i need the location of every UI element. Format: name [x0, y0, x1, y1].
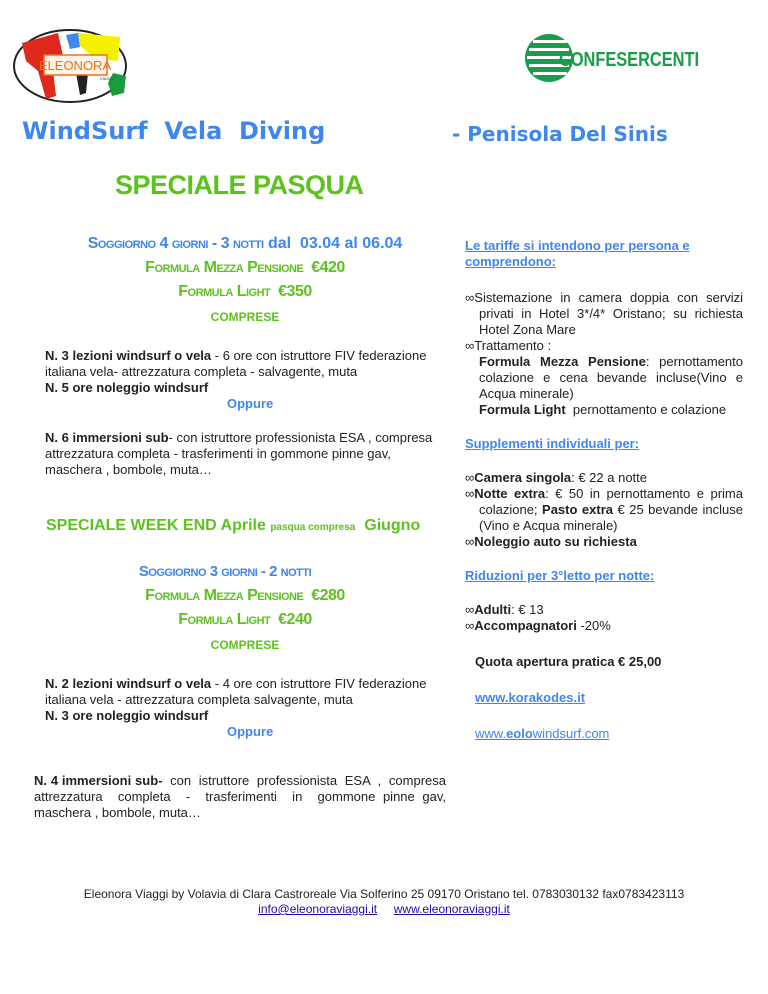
supplements-heading: Supplementi individuali per: — [465, 436, 640, 451]
car-rental: Noleggio auto su richiesta — [474, 534, 637, 549]
svg-text:CONFESERCENTI: CONFESERCENTI — [559, 49, 699, 71]
right-column — [465, 238, 743, 742]
extra-meal-label: Pasto extra — [542, 502, 613, 517]
single-room-label: Camera singola — [474, 470, 572, 485]
accommodation-text: Sistemazione in camera doppia con servizi privati in Hotel 3*/4* Oristano; su richiesta Hotel Zona Mare — [474, 290, 743, 337]
weekend-b: pasqua compresa — [270, 522, 356, 533]
single-room-price: : € 22 a notte — [571, 470, 648, 485]
footer-email-link[interactable]: info@eleonoraviaggi.it — [258, 902, 378, 916]
offer-2-diving-block — [34, 773, 472, 821]
weekend-c: Giugno — [355, 517, 421, 534]
offer-2 — [45, 560, 445, 740]
offer-2-diving-desc: con istruttore professionista ESA , compresa attrezzatura completa - trasferimenti in gommone pinne gav, maschera , bombole, muta… — [34, 773, 472, 820]
quota-text: Quota apertura pratica € 25,00 — [475, 654, 662, 669]
subtitle: SPECIALE PASQUA — [115, 170, 364, 200]
offer-2-light: Formula Light €240 — [178, 611, 312, 628]
svg-text:ELEONORA: ELEONORA — [38, 58, 112, 73]
title-right: - Penisola Del Sinis — [452, 122, 668, 146]
tariffs-heading: Le tariffe si intendono per persona e comprendono: — [465, 238, 690, 269]
light-desc: pernottamento e colazione — [565, 402, 727, 417]
confesercenti-logo — [523, 32, 703, 84]
offer-2-lessons: N. 2 lezioni windsurf o vela — [45, 676, 212, 691]
offer-1-duration: Soggiorno 4 giorni - 3 notti — [87, 235, 264, 252]
treatment-label: Trattamento : — [474, 338, 552, 353]
bullet-icon: ∞ — [465, 602, 475, 617]
offer-1-diving-desc: - con istruttore professionista ESA , compresa attrezzatura completa - trasferimenti in gommone pinne gav, maschera , bombole, muta… — [45, 430, 447, 477]
offer-1-light: Formula Light €350 — [178, 283, 312, 300]
svg-text:VIAGGI: VIAGGI — [100, 76, 114, 81]
offer-2-oppure: Oppure — [227, 724, 274, 739]
offer-2-mezza: Formula Mezza Pensione €280 — [145, 587, 345, 604]
eleonora-viaggi-logo — [8, 21, 133, 108]
korakodes-link[interactable]: www.korakodes.it — [475, 690, 586, 705]
offer-1-diving: N. 6 immersioni sub — [45, 430, 169, 445]
offer-2-diving: N. 4 immersioni sub- — [34, 773, 163, 788]
eolowindsurf-link[interactable] — [475, 726, 609, 741]
mezza-label: Formula Mezza Pensione — [479, 354, 646, 369]
adults-label: Adulti — [474, 602, 512, 617]
offer-1-oppure: Oppure — [227, 396, 274, 411]
companions-value: -20% — [576, 618, 611, 633]
light-label: Formula Light — [479, 402, 566, 417]
footer-address: Eleonora Viaggi by Volavia di Clara Castroreale Via Solferino 25 09170 Oristano tel. 0783030132 fax0783423113 — [83, 887, 685, 901]
bullet-icon: ∞ — [465, 290, 475, 305]
bullet-icon: ∞ — [465, 618, 475, 633]
offer-1-lessons: N. 3 lezioni windsurf o vela — [45, 348, 212, 363]
offer-1-compr: COMPRESE — [210, 310, 280, 324]
mezza-desc: : pernottamento colazione e cena bevande incluse(Vino e Acqua minerale) — [479, 354, 743, 401]
extra-night-label: Notte extra — [474, 486, 546, 501]
offer-2-rental: N. 3 ore noleggio windsurf — [45, 708, 209, 723]
extra-meal-price: € 25 bevande incluse (Vino e Acqua minerale) — [479, 502, 743, 533]
offer-2-compr: COMPRESE — [210, 638, 280, 652]
offer-1 — [45, 232, 445, 478]
weekend-heading — [46, 517, 420, 535]
offer-1-dates: dal 03.04 al 06.04 — [263, 235, 403, 252]
offer-1-mezza: Formula Mezza Pensione €420 — [145, 259, 345, 276]
offer-1-lessons-desc: - 6 ore con istruttore FIV federazione italiana vela- attrezzatura completa - salvagente, muta — [45, 348, 427, 379]
footer — [0, 887, 768, 917]
bullet-icon: ∞ — [465, 486, 475, 501]
bullet-icon: ∞ — [465, 534, 475, 549]
weekend-a: SPECIALE WEEK END Aprile — [46, 517, 271, 534]
link-part: windsurf.com — [532, 726, 610, 741]
footer-web-link[interactable]: www.eleonoraviaggi.it — [393, 902, 510, 916]
extra-night-price: : € 50 in pernottamento e prima colazione; — [479, 486, 743, 517]
reductions-heading: Riduzioni per 3°letto per notte: — [465, 568, 655, 583]
title-left: WindSurf Vela Diving — [22, 117, 326, 145]
bullet-icon: ∞ — [465, 338, 475, 353]
offer-1-rental: N. 5 ore noleggio windsurf — [45, 380, 209, 395]
bullet-icon: ∞ — [465, 470, 475, 485]
offer-2-lessons-desc: - 4 ore con istruttore FIV federazione italiana vela - attrezzatura completa salvagente, muta — [45, 676, 427, 707]
companions-label: Accompagnatori — [474, 618, 577, 633]
link-part-bold: eolo — [506, 726, 533, 741]
adults-value: : € 13 — [511, 602, 544, 617]
link-part: www. — [475, 726, 507, 741]
offer-2-duration: Soggiorno 3 giorni - 2 notti — [138, 563, 312, 580]
